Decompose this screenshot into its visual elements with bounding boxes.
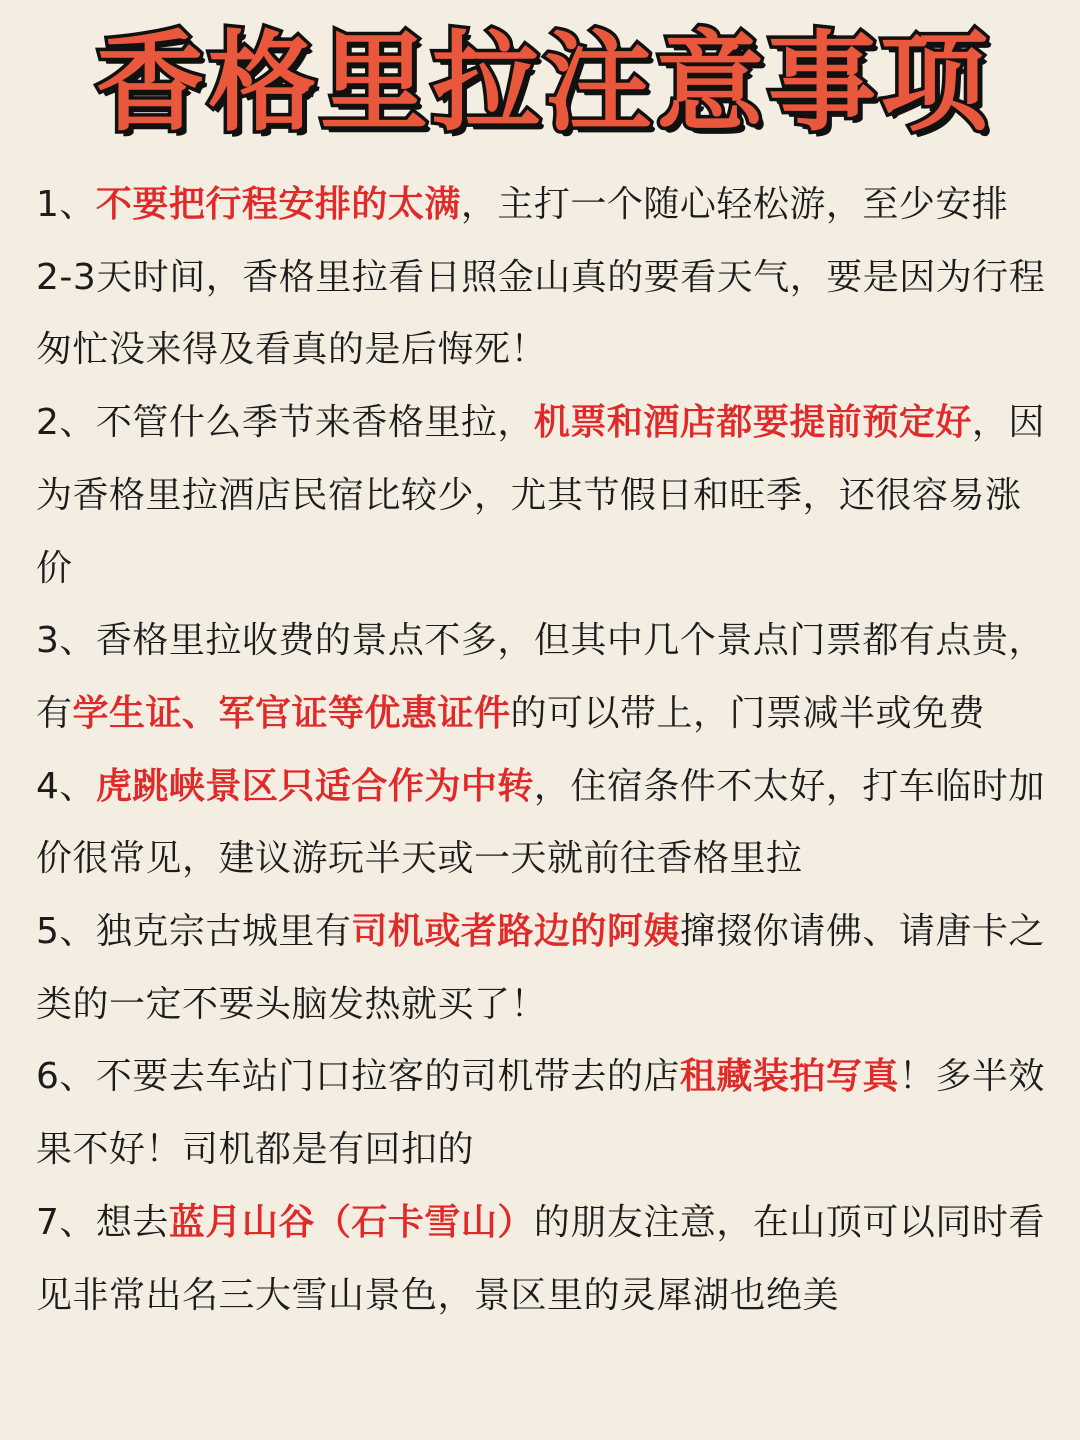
tip-highlight-text: 学生证、军官证等优惠证件 (72, 692, 511, 734)
tip-text: ，主打一个随心轻松游，至少安排 2-3天时间，香格里拉看日照金山真的要看天气，要是因为行程匆忙没来得及看真的是后悔死！ (36, 184, 1046, 371)
tip-text: 撺掇你请佛、请唐卡之类的一定不要头脑发热就买了！ (36, 911, 1045, 1025)
tip-highlight-text: 司机或者路边的阿姨 (351, 911, 680, 953)
tip-item (36, 1041, 1052, 1186)
tip-item (36, 1187, 1052, 1332)
tip-highlight-text: 租藏装拍写真 (679, 1056, 899, 1098)
tip-highlight-text: 不要把行程安排的太满 (95, 184, 461, 225)
tip-item (36, 751, 1052, 896)
tip-item (36, 169, 1052, 387)
tip-highlight-text: 蓝月山谷（石卡雪山） (168, 1201, 534, 1243)
tip-text: 2、不管什么季节来香格里拉， (36, 402, 534, 444)
page-title: 香格里拉注意事项 (95, 21, 992, 146)
tip-text: 1、 (36, 184, 96, 225)
tip-item (36, 605, 1052, 750)
tip-text: 5、独克宗古城里有 (36, 911, 352, 953)
tip-text: 6、不要去车站门口拉客的司机带去的店 (36, 1056, 680, 1098)
tip-highlight-text: 机票和酒店都要提前预定好 (533, 402, 972, 444)
tip-text: 7、想去 (36, 1201, 169, 1243)
tip-text: ！多半效果不好！司机都是有回扣的 (36, 1056, 1045, 1171)
tips-list (36, 169, 1052, 1332)
tip-text: ，住宿条件不太好，打车临时加价很常见，建议游玩半天或一天就前往香格里拉 (36, 765, 1045, 880)
tip-text: 的可以带上，门票减半或免费 (510, 692, 986, 734)
tip-item (36, 387, 1052, 605)
tip-text: 4、 (36, 765, 96, 807)
tip-text: 3、香格里拉收费的景点不多，但其中几个景点门票都有点贵，有 (36, 620, 1045, 734)
tip-item (36, 896, 1052, 1041)
tip-highlight-text: 虎跳峡景区只适合作为中转 (95, 765, 534, 807)
tip-text: ，因为香格里拉酒店民宿比较少，尤其节假日和旺季，还很容易涨价 (36, 402, 1045, 589)
tip-text: 的朋友注意，在山顶可以同时看见非常出名三大雪山景色，景区里的灵犀湖也绝美 (36, 1201, 1045, 1316)
